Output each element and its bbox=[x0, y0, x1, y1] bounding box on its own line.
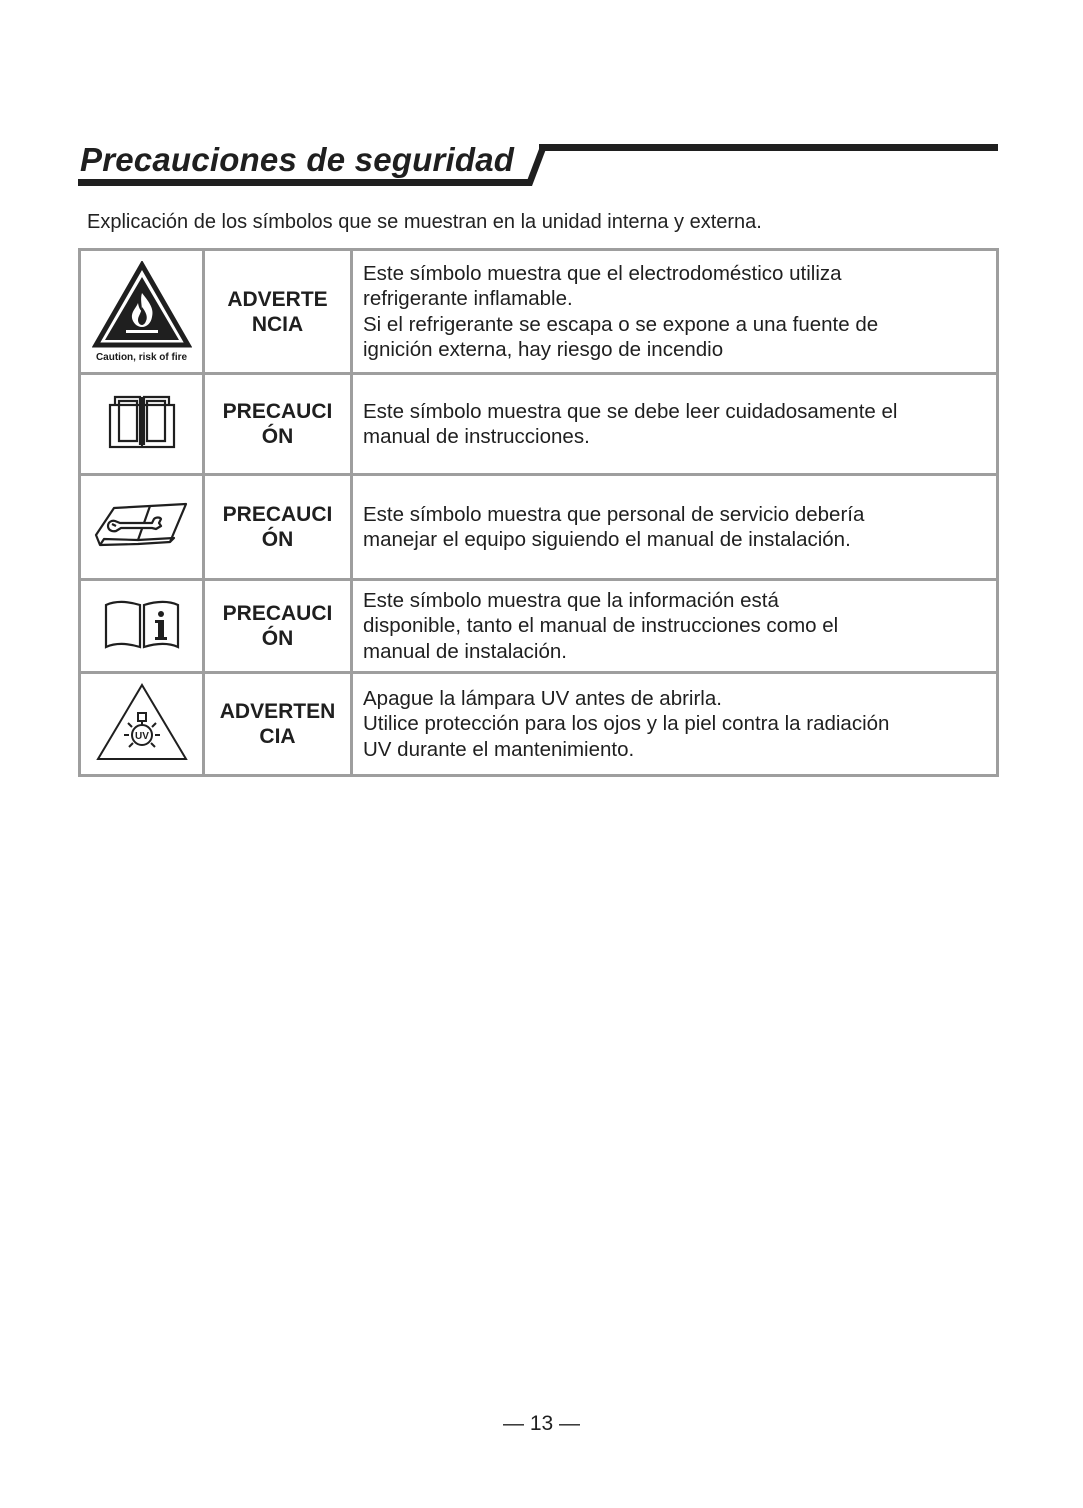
uv-radiation-warning-icon bbox=[81, 681, 202, 768]
open-manual-icon bbox=[81, 393, 202, 456]
symbol-label: ADVERTEN CIA bbox=[204, 673, 352, 776]
symbol-description: Este símbolo muestra que se debe leer cuidadosamente el manual de instrucciones. bbox=[352, 374, 998, 475]
icon-cell bbox=[80, 374, 204, 475]
flammable-warning-icon bbox=[81, 261, 202, 354]
symbol-description: Apague la lámpara UV antes de abrirla. Utilice protección para los ojos y la piel contra la radiación UV durante el mantenimiento. bbox=[352, 673, 998, 776]
table-row bbox=[80, 475, 998, 580]
service-manual-wrench-icon bbox=[81, 502, 202, 553]
table-row bbox=[80, 250, 998, 374]
symbol-description: Este símbolo muestra que personal de servicio debería manejar el equipo siguiendo el manual de instalación. bbox=[352, 475, 998, 580]
icon-cell bbox=[80, 250, 204, 374]
icon-cell bbox=[80, 673, 204, 776]
symbol-label: PRECAUCI ÓN bbox=[204, 580, 352, 673]
table-row bbox=[80, 374, 998, 475]
info-manual-icon bbox=[81, 597, 202, 656]
symbol-description: Este símbolo muestra que el electrodoméstico utiliza refrigerante inflamable. Si el refrigerante se escapa o se expone a una fuente de ignición externa, hay riesgo de incendio bbox=[352, 250, 998, 374]
table-row bbox=[80, 673, 998, 776]
symbol-label: PRECAUCI ÓN bbox=[204, 374, 352, 475]
icon-cell bbox=[80, 580, 204, 673]
symbols-table bbox=[78, 248, 999, 777]
icon-cell bbox=[80, 475, 204, 580]
section-header bbox=[78, 138, 998, 190]
symbol-label: ADVERTE NCIA bbox=[204, 250, 352, 374]
icon-caption: Caution, risk of fire bbox=[95, 351, 188, 363]
symbol-description: Este símbolo muestra que la información está disponible, tanto el manual de instrucciones como el manual de instalación. bbox=[352, 580, 998, 673]
page-subtitle: Explicación de los símbolos que se muestran en la unidad interna y externa. bbox=[87, 211, 762, 233]
page-number: — 13 — bbox=[502, 1412, 581, 1435]
page-title: Precauciones de seguridad bbox=[80, 141, 515, 178]
svg-text:UV: UV bbox=[134, 730, 149, 742]
symbol-label: PRECAUCI ÓN bbox=[204, 475, 352, 580]
table-row bbox=[80, 580, 998, 673]
